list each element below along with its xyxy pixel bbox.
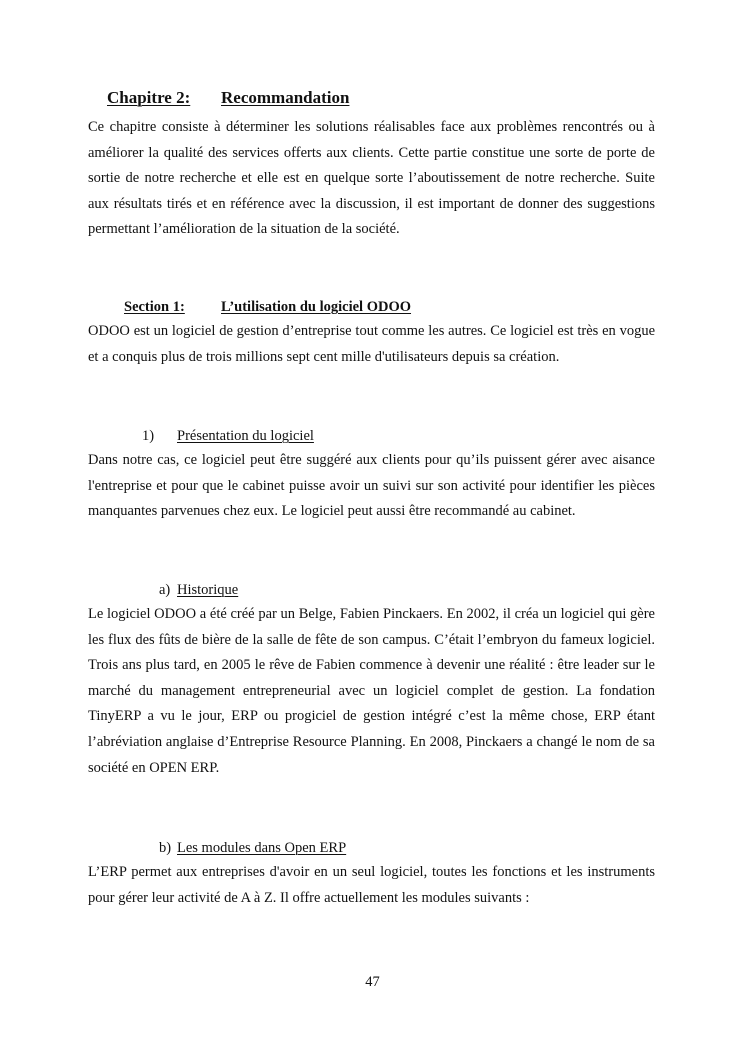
page-number: 47	[365, 974, 380, 990]
subsection-title: Présentation du logiciel	[177, 428, 314, 444]
subsection-number: b)	[159, 840, 172, 856]
section-body-paragraph: ODOO est un logiciel de gestion d’entreprise tout comme les autres. Ce logiciel est très en vogue et a conquis plus de trois millions sept cent mille d'utilisateurs depuis sa création.	[88, 323, 655, 365]
subsection-title: Les modules dans Open ERP	[177, 840, 347, 856]
chapter-title: Recommandation	[221, 88, 350, 107]
section-label: Section 1:	[124, 299, 185, 315]
subsection-number: 1)	[142, 428, 155, 444]
chapter-intro-paragraph: Ce chapitre consiste à déterminer les solutions réalisables face aux problèmes rencontrés ou à améliorer la qualité des services offerts aux clients. Cette partie constitue une sorte de porte de sortie de notre recherche et elle est en quelque sorte l’aboutissement de notre recherche. Suite aux résultats tirés et en référence avec la discussion, il est important de donner des suggestions permettant l’amélioration de la situation de la société.	[88, 119, 655, 238]
historique-paragraph: Le logiciel ODOO a été créé par un Belge, Fabien Pinckaers. En 2002, il créa un logiciel qui gère les flux des fûts de bière de la salle de fête de son campus. C’était l’embryon du fameux logiciel. Trois ans plus tard, en 2005 le rêve de Fabien commence à devenir une réalité : être leader sur le marché du management entrepreneurial avec un logiciel complet de gestion. La fondation TinyERP a vu le jour, ERP ou progiciel de gestion intégré c’est la même chose, ERP étant l’abréviation anglaise d’Entreprise Resource Planning. En 2008, Pinckaers a changé le nom de sa société en OPEN ERP.	[88, 606, 655, 776]
subsection-number: a)	[159, 582, 171, 598]
chapter-label: Chapitre 2:	[107, 88, 191, 107]
subsection-title: Historique	[177, 582, 239, 598]
section-title: L’utilisation du logiciel ODOO	[221, 299, 412, 315]
modules-paragraph: L’ERP permet aux entreprises d'avoir en un seul logiciel, toutes les fonctions et les instruments pour gérer leur activité de A à Z. Il offre actuellement les modules suivants :	[88, 864, 655, 906]
presentation-paragraph: Dans notre cas, ce logiciel peut être suggéré aux clients pour qu’ils puissent gérer avec aisance l'entreprise et pour que le cabinet puisse avoir un suivi sur son activité pour identifier les pièces manquantes parvenues chez eux. Le logiciel peut aussi être recommandé au cabinet.	[88, 452, 655, 520]
